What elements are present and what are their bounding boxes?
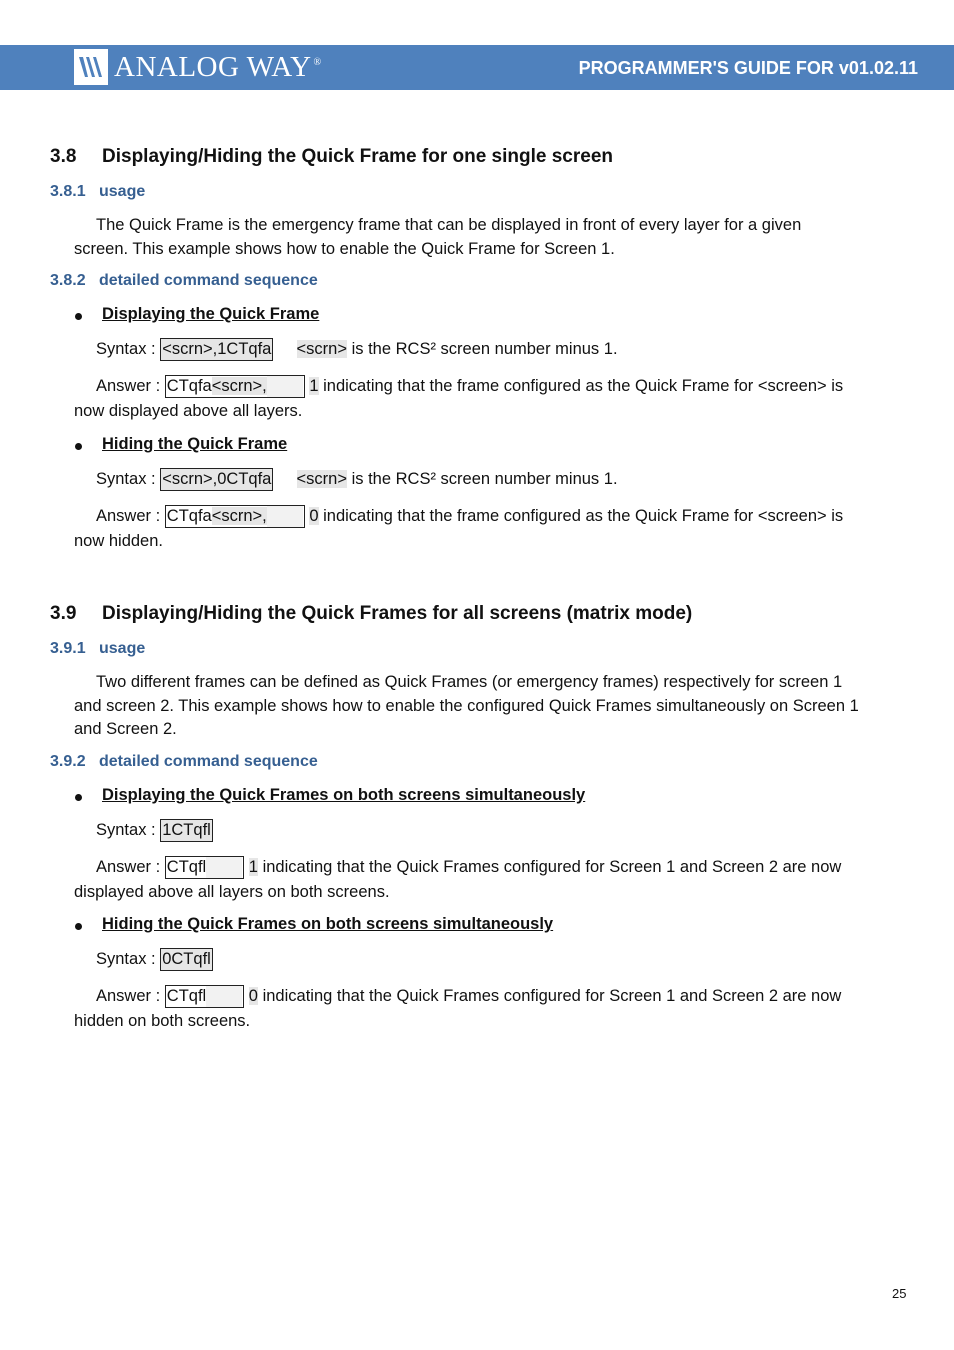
syntax-code: <scrn>,1CTqfa <box>160 338 273 361</box>
answer-code: CTqfa<scrn>, <box>165 505 305 528</box>
answer-line <box>96 375 843 399</box>
answer-text: indicating that the Quick Frames configured for Screen 1 and Screen 2 are now <box>262 858 842 876</box>
paragraph-line: Two different frames can be defined as Quick Frames (or emergency frames) respectively for screen 1 <box>96 673 843 691</box>
answer-line <box>96 505 843 529</box>
syntax-label: Syntax : <box>96 821 156 839</box>
scrn-description: is the RCS² screen number minus 1. <box>351 470 618 488</box>
syntax-line <box>96 819 213 843</box>
syntax-code: 1CTqfl <box>160 819 213 842</box>
answer-continuation: now displayed above all layers. <box>74 402 303 420</box>
answer-label: Answer : <box>96 858 161 876</box>
syntax-code: 0CTqfl <box>160 948 213 971</box>
paragraph-line: screen. This example shows how to enable the Quick Frame for Screen 1. <box>74 240 615 258</box>
subsection-heading-3-9-1: 3.9.1 usage <box>50 640 146 657</box>
syntax-label: Syntax : <box>96 340 156 358</box>
bullet-heading: Hiding the Quick Frames on both screens simultaneously <box>102 915 554 933</box>
analog-way-logo <box>74 48 322 86</box>
answer-text: indicating that the frame configured as the Quick Frame for <screen> is <box>323 377 844 395</box>
answer-code: CTqfl <box>165 985 244 1008</box>
answer-code: CTqfa<scrn>, <box>165 375 305 398</box>
answer-value: 0 <box>248 987 258 1005</box>
syntax-label: Syntax : <box>96 470 156 488</box>
syntax-line <box>96 338 618 362</box>
section-heading-3-8: 3.8 Displaying/Hiding the Quick Frame for one single screen <box>50 146 614 167</box>
logo-wordmark: ANALOG WAY ® <box>114 50 322 83</box>
answer-value: 1 <box>248 858 258 876</box>
answer-text: indicating that the frame configured as the Quick Frame for <screen> is <box>323 507 844 525</box>
page-header <box>0 45 954 90</box>
document-title: PROGRAMMER'S GUIDE FOR v01.02.11 <box>578 58 918 78</box>
logo-mark-icon <box>74 49 108 85</box>
bullet-heading: Hiding the Quick Frame <box>102 435 288 453</box>
answer-continuation: hidden on both screens. <box>74 1012 251 1030</box>
subsection-heading-3-8-2: 3.8.2 detailed command sequence <box>50 272 318 289</box>
syntax-line <box>96 948 213 972</box>
scrn-token: <scrn> <box>296 340 347 358</box>
answer-label: Answer : <box>96 507 161 525</box>
paragraph-line: The Quick Frame is the emergency frame that can be displayed in front of every layer for a given <box>96 216 802 234</box>
answer-label: Answer : <box>96 987 161 1005</box>
answer-value: 0 <box>309 507 319 525</box>
paragraph-line: and screen 2. This example shows how to enable the configured Quick Frames simultaneously on Screen 1 <box>74 697 859 715</box>
bullet-heading: Displaying the Quick Frames on both screens simultaneously <box>102 786 586 804</box>
section-heading-3-9: 3.9 Displaying/Hiding the Quick Frames for all screens (matrix mode) <box>50 603 693 624</box>
bullet-icon <box>75 443 82 450</box>
paragraph-line: and Screen 2. <box>74 720 177 738</box>
answer-continuation: now hidden. <box>74 532 163 550</box>
scrn-token: <scrn> <box>296 470 347 488</box>
answer-code: CTqfl <box>165 856 244 879</box>
bullet-icon <box>75 923 82 930</box>
scrn-description: is the RCS² screen number minus 1. <box>351 340 618 358</box>
syntax-line <box>96 468 618 492</box>
answer-line <box>96 856 841 880</box>
answer-continuation: displayed above all layers on both screens. <box>74 883 390 901</box>
answer-label: Answer : <box>96 377 161 395</box>
subsection-heading-3-8-1: 3.8.1 usage <box>50 183 146 200</box>
subsection-heading-3-9-2: 3.9.2 detailed command sequence <box>50 753 318 770</box>
answer-text: indicating that the Quick Frames configured for Screen 1 and Screen 2 are now <box>262 987 842 1005</box>
answer-value: 1 <box>309 377 319 395</box>
syntax-code: <scrn>,0CTqfa <box>160 468 273 491</box>
page-number: 25 <box>892 1286 907 1301</box>
bullet-heading: Displaying the Quick Frame <box>102 305 320 323</box>
bullet-icon <box>75 313 82 320</box>
answer-line <box>96 985 841 1009</box>
bullet-icon <box>75 794 82 801</box>
syntax-label: Syntax : <box>96 950 156 968</box>
